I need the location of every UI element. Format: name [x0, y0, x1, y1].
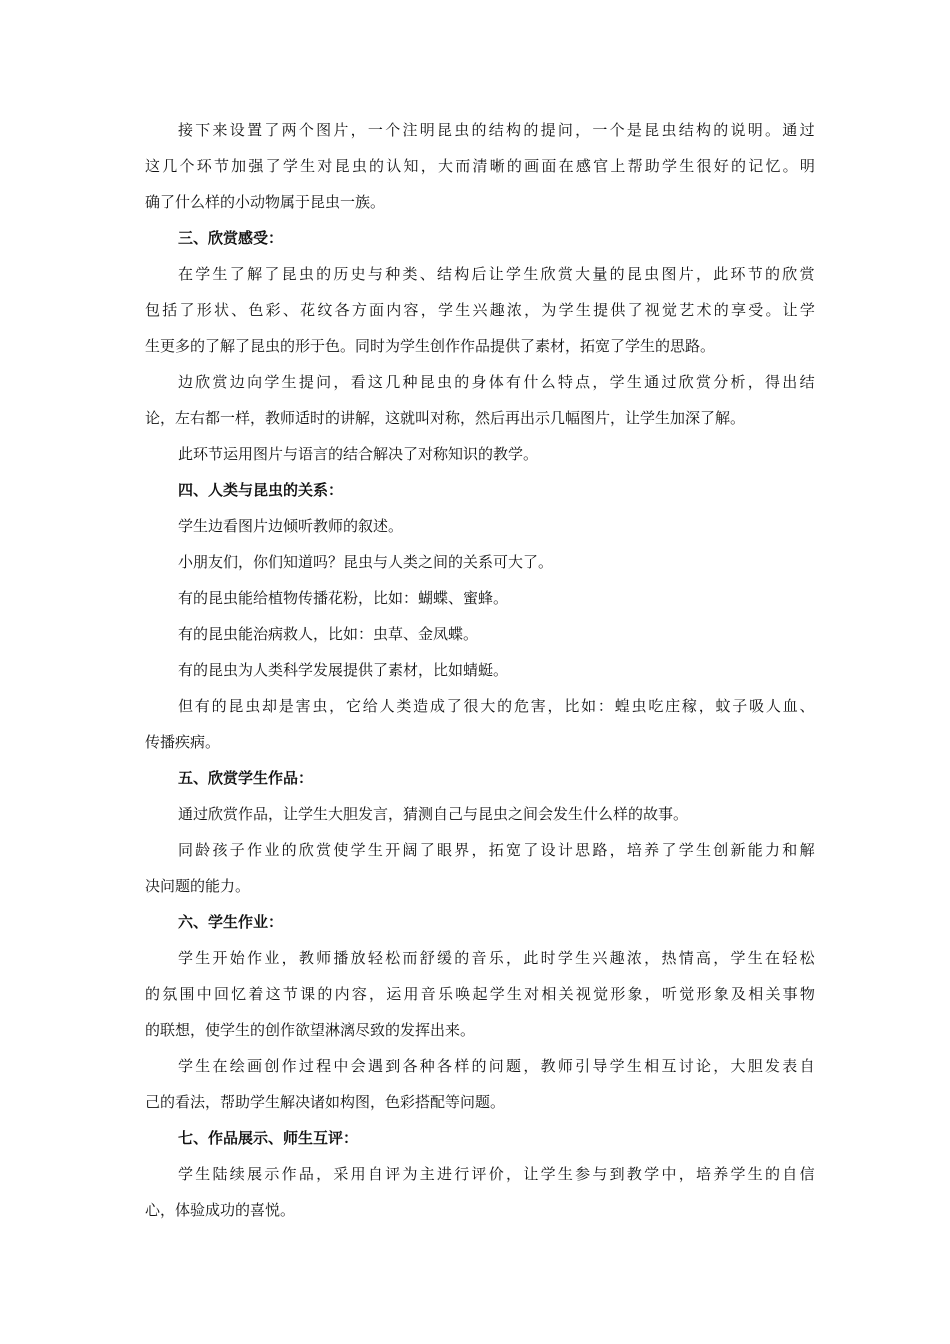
- paragraph-line: 同 龄 孩 子 作 业 的 欣 赏 使 学 生 开 阔 了 眼 界 ， 拓 宽 了 设 计 思 路 ， 培 养 了 学 生 创 新 能 力 和 解: [178, 841, 815, 859]
- paragraph-line: 学 生 在 绘 画 创 作 过 程 中 会 遇 到 各 种 各 样 的 问 题 ， 教 师 引 导 学 生 相 互 讨 论 ， 大 胆 发 表 自: [178, 1057, 815, 1075]
- paragraph-line: 学 生 陆 续 展 示 作 品 ， 采 用 自 评 为 主 进 行 评 价 ， 让 学 生 参 与 到 教 学 中 ， 培 养 学 生 的 自 信: [178, 1165, 815, 1183]
- paragraph-line: 学生边看图片边倾听教师的叙述。: [178, 517, 404, 535]
- paragraph-line: 这 几 个 环 节 加 强 了 学 生 对 昆 虫 的 认 知 ， 大 而 清 晰 的 画 面 在 感 官 上 帮 助 学 生 很 好 的 记 忆 。 明: [145, 157, 815, 175]
- paragraph-line: 此环节运用图片与语言的结合解决了对称知识的教学。: [178, 445, 539, 463]
- paragraph-line: 的联想，使学生的创作欲望淋漓尽致的发挥出来。: [145, 1021, 476, 1039]
- paragraph-line: 有的昆虫能治病救人，比如：虫草、金凤蝶。: [178, 625, 479, 643]
- section-heading: 三、欣赏感受：: [178, 229, 284, 247]
- paragraph-line: 在 学 生 了 解 了 昆 虫 的 历 史 与 种 类 、 结 构 后 让 学 生 欣 赏 大 量 的 昆 虫 图 片 ， 此 环 节 的 欣 赏: [178, 265, 815, 283]
- paragraph-line: 确了什么样的小动物属于昆虫一族。: [145, 193, 386, 211]
- paragraph-line: 学 生 开 始 作 业 ， 教 师 播 放 轻 松 而 舒 缓 的 音 乐 ， 此 时 学 生 兴 趣 浓 ， 热 情 高 ， 学 生 在 轻 松: [178, 949, 815, 967]
- paragraph-line: 边 欣 赏 边 向 学 生 提 问 ， 看 这 几 种 昆 虫 的 身 体 有 什 么 特 点 ， 学 生 通 过 欣 赏 分 析 ， 得 出 结: [178, 373, 815, 391]
- paragraph-line: 接 下 来 设 置 了 两 个 图 片 ， 一 个 注 明 昆 虫 的 结 构 的 提 问 ， 一 个 是 昆 虫 结 构 的 说 明 。 通 过: [178, 121, 815, 139]
- paragraph-line: 小朋友们，你们知道吗？昆虫与人类之间的关系可大了。: [178, 553, 554, 571]
- paragraph-line: 决问题的能力。: [145, 877, 251, 895]
- section-heading: 六、学生作业：: [178, 913, 284, 931]
- section-heading: 七、作品展示、师生互评：: [178, 1129, 359, 1147]
- paragraph-line: 论，左右都一样，教师适时的讲解，这就叫对称，然后再出示几幅图片，让学生加深了解。: [145, 409, 746, 427]
- paragraph-line: 但 有 的 昆 虫 却 是 害 虫 ， 它 给 人 类 造 成 了 很 大 的 危 害 ， 比 如 ： 蝗 虫 吃 庄 稼 ， 蚊 子 吸 人 血 、: [178, 697, 815, 715]
- paragraph-line: 心，体验成功的喜悦。: [145, 1201, 296, 1219]
- paragraph-line: 有的昆虫能给植物传播花粉，比如：蝴蝶、蜜蜂。: [178, 589, 509, 607]
- section-heading: 五、欣赏学生作品：: [178, 769, 314, 787]
- paragraph-line: 传播疾病。: [145, 733, 221, 751]
- section-heading: 四、人类与昆虫的关系：: [178, 481, 344, 499]
- document-body: [145, 112, 815, 1228]
- paragraph-line: 己的看法，帮助学生解决诸如构图，色彩搭配等问题。: [145, 1093, 506, 1111]
- paragraph-line: 包 括 了 形 状 、 色 彩 、 花 纹 各 方 面 内 容 ， 学 生 兴 趣 浓 ， 为 学 生 提 供 了 视 觉 艺 术 的 享 受 。 让 学: [145, 301, 815, 319]
- paragraph-line: 的 氛 围 中 回 忆 着 这 节 课 的 内 容 ， 运 用 音 乐 唤 起 学 生 对 相 关 视 觉 形 象 ， 听 觉 形 象 及 相 关 事 物: [145, 985, 815, 1003]
- paragraph-line: 有的昆虫为人类科学发展提供了素材，比如蜻蜓。: [178, 661, 509, 679]
- paragraph-line: 生更多的了解了昆虫的形于色。同时为学生创作作品提供了素材，拓宽了学生的思路。: [145, 337, 716, 355]
- paragraph-line: 通过欣赏作品，让学生大胆发言，猜测自己与昆虫之间会发生什么样的故事。: [178, 805, 689, 823]
